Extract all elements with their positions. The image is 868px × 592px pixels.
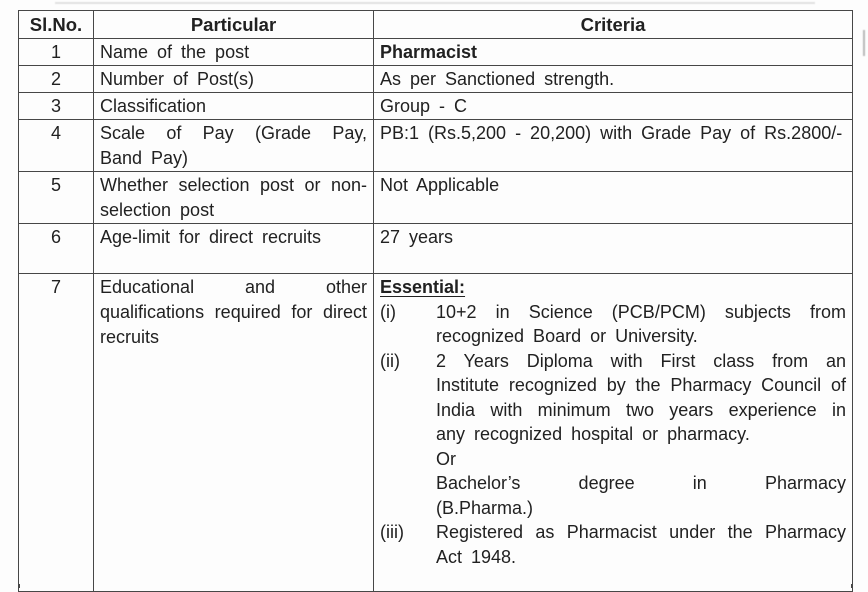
scan-artifact-mark <box>863 30 865 56</box>
qualification-bachelor-text: Bachelor’s degree in Pharmacy <box>436 473 846 493</box>
row6-criteria: 27 years <box>374 224 853 274</box>
table-row-2 <box>19 66 853 93</box>
table-border-stub <box>18 584 20 588</box>
qualification-item-i <box>380 300 846 349</box>
recruitment-criteria-table <box>18 10 853 592</box>
row4-particular: Scale of Pay (Grade Pay, Band Pay) <box>94 120 374 172</box>
table-row-7 <box>19 274 853 592</box>
row2-particular: Number of Post(s) <box>94 66 374 93</box>
table-row-5 <box>19 172 853 224</box>
row5-particular: Whether selection post or non-selection post <box>94 172 374 224</box>
list-marker-i: (i) <box>380 301 396 322</box>
row1-number: 1 <box>19 39 94 66</box>
row6-particular <box>94 224 374 274</box>
table-border-stub <box>93 584 95 588</box>
qualification-item-ii <box>380 349 846 447</box>
list-marker-ii: (ii) <box>380 350 400 371</box>
row5-number: 5 <box>19 172 94 224</box>
row7-particular: Educational and other qualifications required for direct recruits <box>94 274 374 592</box>
row5-criteria: Not Applicable <box>374 172 853 224</box>
row3-criteria: Group - C <box>374 93 853 120</box>
row4-criteria: PB:1 (Rs.5,200 - 20,200) with Grade Pay of Rs.2800/- <box>374 120 853 172</box>
row3-particular: Classification <box>94 93 374 120</box>
row1-criteria: Pharmacist <box>374 39 853 66</box>
row1-particular: Name of the post <box>94 39 374 66</box>
row3-number: 3 <box>19 93 94 120</box>
row2-criteria: As per Sanctioned strength. <box>374 66 853 93</box>
header-sl-no: Sl.No. <box>19 11 94 39</box>
table-border-stub <box>373 584 375 588</box>
qualification-bachelor-line <box>380 471 846 496</box>
table-row-4 <box>19 120 853 172</box>
qualification-bpharma-text: (B.Pharma.) <box>436 497 534 518</box>
row6-number: 6 <box>19 224 94 274</box>
table-row-3 <box>19 93 853 120</box>
essential-heading: Essential: <box>380 277 466 297</box>
table-border-stub <box>851 584 853 588</box>
qualification-item-ii-text: 2 Years Diploma with First class from an Institute recognized by the Pharmacy Council of India with minimum two years experience in any recognized hospital or pharmacy. <box>436 350 846 444</box>
table-header-row <box>19 11 853 39</box>
scan-artifact-line <box>55 2 815 4</box>
row7-criteria <box>374 274 853 592</box>
list-marker-iii: (iii) <box>380 522 404 542</box>
row6-particular-text: Age-limit for direct recruits <box>100 227 322 247</box>
qualification-bpharma-line <box>380 496 846 521</box>
qualification-item-iii <box>380 520 846 569</box>
qualification-or-text: Or <box>436 448 456 469</box>
qualification-item-iii-text: Registered as Pharmacist under the Pharmacy Act 1948. <box>436 522 846 567</box>
header-particular: Particular <box>94 11 374 39</box>
header-criteria: Criteria <box>374 11 853 39</box>
table-row-6 <box>19 224 853 274</box>
qualification-item-i-text: 10+2 in Science (PCB/PCM) subjects from recognized Board or University. <box>436 301 846 346</box>
row4-number: 4 <box>19 120 94 172</box>
qualification-or-line <box>380 447 846 472</box>
row7-number: 7 <box>19 274 94 592</box>
row2-number: 2 <box>19 66 94 93</box>
table-row-1 <box>19 39 853 66</box>
